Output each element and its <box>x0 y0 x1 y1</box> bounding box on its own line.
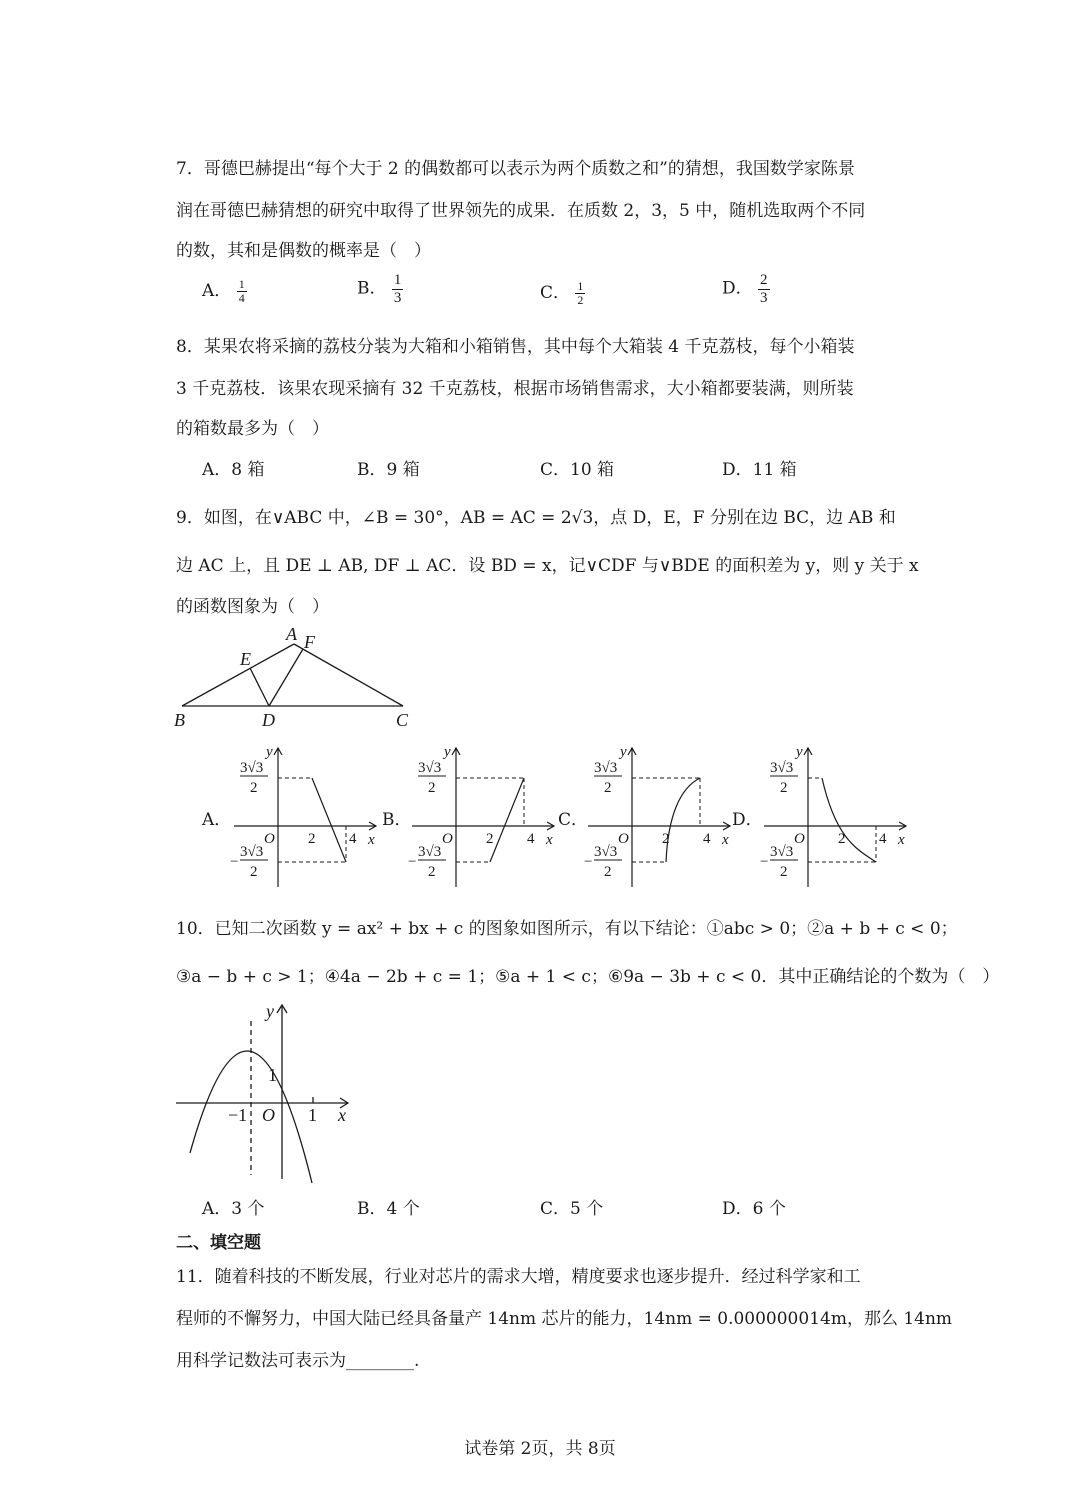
q9-option-a-label[interactable]: A． <box>202 810 232 830</box>
axis-label-x: x <box>898 832 905 848</box>
axis-label-x: x <box>546 832 553 848</box>
q10-line-2: ③a − b + c > 1；④4a − 2b + c = 1；⑤a + 1 < c；⑥9a − 3b + c < 0．其中正确结论的个数为（ ） <box>176 967 1000 987</box>
top-frac-den: 2 <box>604 780 612 796</box>
bottom-frac-num: 3√3 <box>240 844 264 860</box>
label-f: F <box>304 632 315 652</box>
bottom-frac-sign: − <box>230 854 239 870</box>
section-heading: 二、填空题 <box>176 1233 261 1253</box>
origin-label: O <box>618 831 629 847</box>
tick-label-2: 2 <box>486 831 494 847</box>
q9-graph-a[interactable] <box>226 742 386 892</box>
q7-line-3: 的数，其和是偶数的概率是（ ） <box>176 241 431 261</box>
label-b: B <box>174 710 185 730</box>
axis-label-x: x <box>722 832 729 848</box>
q10-tick-1y: 1 <box>268 1065 277 1085</box>
q9-option-b-label[interactable]: B． <box>382 810 412 830</box>
q9-line-1: 9．如图，在∨ABC 中，∠B = 30°，AB = AC = 2√3，点 D，E，F 分别在边 BC，边 AB 和 <box>176 508 896 528</box>
function-curve <box>666 778 700 862</box>
q8-option-d[interactable]: D．11 箱 <box>722 460 797 480</box>
tick-label-4: 4 <box>349 831 357 847</box>
q9-line-2: 边 AC 上，且 DE ⊥ AB, DF ⊥ AC．设 BD = x，记∨CDF 与∨BDE 的面积差为 y，则 y 关于 x <box>176 556 919 576</box>
q10-tick-1x: 1 <box>308 1105 317 1125</box>
axis-label-y: y <box>444 744 451 760</box>
q10-axis-y: y <box>266 1001 274 1021</box>
top-frac-num: 3√3 <box>418 760 442 776</box>
bottom-frac-sign: − <box>584 854 593 870</box>
q8-option-c[interactable]: C．10 箱 <box>540 460 615 480</box>
origin-label: O <box>442 831 453 847</box>
page-footer: 试卷第 2页，共 8页 <box>464 1439 616 1459</box>
function-curve <box>822 778 876 862</box>
q8-option-a[interactable]: A．8 箱 <box>202 460 265 480</box>
top-frac-den: 2 <box>428 780 436 796</box>
tick-label-4: 4 <box>527 831 535 847</box>
axis-label-y: y <box>620 744 627 760</box>
q10-line-1: 10．已知二次函数 y = ax² + bx + c 的图象如图所示，有以下结论：①abc > 0；②a + b + c < 0； <box>176 919 958 939</box>
q8-line-3: 的箱数最多为（ ） <box>176 419 329 439</box>
label-d: D <box>262 710 275 730</box>
q11-line-1: 11．随着科技的不断发展，行业对芯片的需求大增，精度要求也逐步提升．经过科学家和工 <box>176 1267 861 1287</box>
label-e: E <box>240 649 251 669</box>
axis-label-y: y <box>266 744 273 760</box>
top-frac-den: 2 <box>780 780 788 796</box>
q11-line-3: 用科学记数法可表示为________. <box>176 1351 420 1371</box>
label-c: C <box>396 710 409 730</box>
q10-option-c[interactable]: C．5 个 <box>540 1199 604 1219</box>
tick-label-4: 4 <box>703 831 711 847</box>
label-a: A <box>286 624 297 644</box>
axis-label-x: x <box>368 832 375 848</box>
bottom-frac-num: 3√3 <box>770 844 794 860</box>
q9-triangle-figure <box>170 620 420 732</box>
q9-graph-b[interactable] <box>404 742 564 892</box>
top-frac-num: 3√3 <box>770 760 794 776</box>
origin-label: O <box>794 831 805 847</box>
bottom-frac-den: 2 <box>604 864 612 880</box>
bottom-frac-num: 3√3 <box>594 844 618 860</box>
top-frac-num: 3√3 <box>240 760 264 776</box>
function-curve <box>490 778 524 862</box>
bottom-frac-den: 2 <box>428 864 436 880</box>
q7-option-b[interactable]: B． $\frac{1}{3}$ <box>357 272 402 306</box>
q9-option-d-label[interactable]: D． <box>732 810 763 830</box>
q9-graph-d[interactable] <box>756 742 916 892</box>
tick-label-2: 2 <box>662 831 670 847</box>
q9-option-c-label[interactable]: C． <box>558 810 589 830</box>
bottom-frac-den: 2 <box>250 864 258 880</box>
q10-tick-neg1: −1 <box>228 1105 248 1125</box>
tick-label-4: 4 <box>879 831 887 847</box>
q10-axis-x: x <box>338 1105 346 1125</box>
top-frac-num: 3√3 <box>594 760 618 776</box>
q10-parabola-figure <box>170 995 360 1185</box>
q7-line-2: 润在哥德巴赫猜想的研究中取得了世界领先的成果．在质数 2，3，5 中，随机选取两个不同 <box>176 201 866 221</box>
q10-option-b[interactable]: B．4 个 <box>357 1199 420 1219</box>
bottom-frac-sign: − <box>408 854 417 870</box>
q10-option-d[interactable]: D．6 个 <box>722 1199 786 1219</box>
q7-option-c[interactable]: C． $\frac{1}{2}$ <box>540 278 584 307</box>
q7-option-a[interactable]: A． $\frac{1}{4}$ <box>202 276 245 305</box>
q8-line-2: 3 千克荔枝．该果农现采摘有 32 千克荔枝，根据市场销售需求，大小箱都要装满，则所装 <box>176 379 854 399</box>
tick-label-2: 2 <box>308 831 316 847</box>
function-curve <box>312 778 346 862</box>
top-frac-den: 2 <box>250 780 258 796</box>
tick-label-2: 2 <box>838 831 846 847</box>
origin-label: O <box>264 831 275 847</box>
axis-label-y: y <box>796 744 803 760</box>
bottom-frac-num: 3√3 <box>418 844 442 860</box>
q7-line-1: 7．哥德巴赫提出“每个大于 2 的偶数都可以表示为两个质数之和”的猜想，我国数学家陈景 <box>176 159 855 179</box>
q11-line-2: 程师的不懈努力，中国大陆已经具备量产 14nm 芯片的能力，14nm = 0.000000014m，那么 14nm <box>176 1309 953 1329</box>
q9-graph-c[interactable] <box>580 742 740 892</box>
q8-line-1: 8．某果农将采摘的荔枝分装为大箱和小箱销售，其中每个大箱装 4 千克荔枝，每个小箱装 <box>176 337 855 357</box>
q10-origin: O <box>262 1105 275 1125</box>
q7-option-d[interactable]: D． $\frac{2}{3}$ <box>722 272 768 306</box>
bottom-frac-sign: − <box>760 854 769 870</box>
q10-option-a[interactable]: A．3 个 <box>202 1199 265 1219</box>
q8-option-b[interactable]: B．9 箱 <box>357 460 420 480</box>
bottom-frac-den: 2 <box>780 864 788 880</box>
q9-line-3: 的函数图象为（ ） <box>176 597 329 617</box>
